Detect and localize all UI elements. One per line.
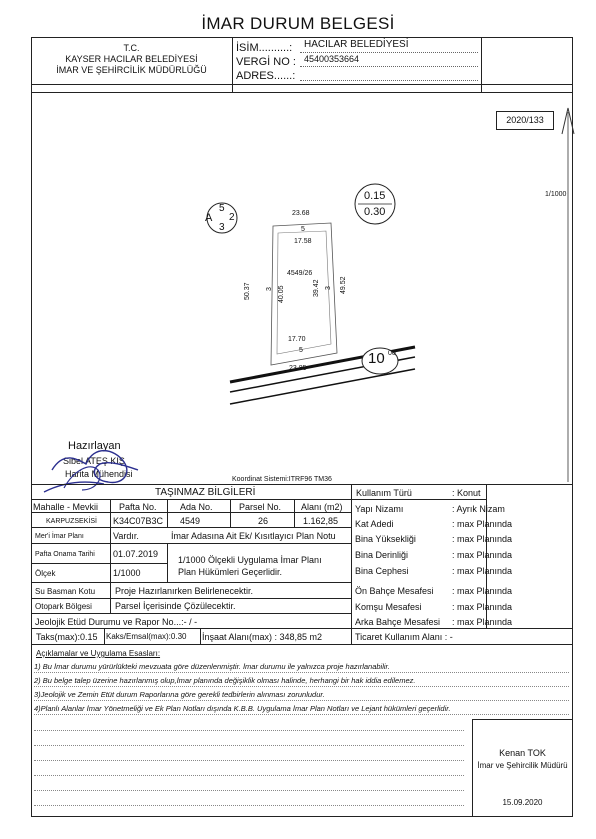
plan-note-line2: Plan Hükümleri Geçerlidir. bbox=[178, 567, 283, 577]
ticaret: Ticaret Kullanım Alanı : - bbox=[355, 632, 453, 642]
col-div-4 bbox=[294, 499, 295, 527]
olcek-label: Ölçek bbox=[35, 569, 56, 578]
empty-dotline bbox=[34, 730, 464, 731]
usage-row-label: Ön Bahçe Mesafesi bbox=[355, 586, 434, 596]
ratio-top: 0.15 bbox=[364, 190, 386, 202]
taks: Taks(max):0.15 bbox=[36, 632, 98, 642]
meri-value: Vardır. bbox=[113, 531, 139, 541]
tline-top bbox=[31, 484, 573, 485]
doc-number: 2020/133 bbox=[506, 115, 544, 125]
note-item: 3)Jeolojik ve Zemin Etüt durum Raporlarına göre gerekli tedbirlerin alınması zorunludur. bbox=[34, 690, 325, 699]
issuer-line2: KAYSER HACILAR BELEDİYESİ bbox=[65, 54, 198, 64]
tax-dotline bbox=[300, 66, 478, 67]
usage-row-value: : max Planında bbox=[452, 519, 513, 529]
insaat: İnşaat Alanı(max) : 348,85 m2 bbox=[202, 632, 323, 642]
col-header-ada: Ada No. bbox=[180, 502, 213, 512]
empty-dotline bbox=[34, 790, 464, 791]
col-header-parsel: Parsel No. bbox=[239, 502, 282, 512]
address-label: ADRES......: bbox=[236, 70, 296, 82]
usage-header-label: Kullanım Türü bbox=[356, 488, 412, 498]
ada-plan-note: İmar Adasına Ait Ek/ Kısıtlayıcı Plan Notu bbox=[171, 531, 336, 541]
ratio-bottom: 0.30 bbox=[364, 206, 386, 218]
note-item: 1) Bu İmar durumu yürürlükteki mevzuata göre düzenlenmiştir. İmar durumu ile yalnızca proje hazırlanabilir. bbox=[34, 662, 390, 671]
onama-label: Pafta Onama Tarihi bbox=[35, 551, 95, 558]
val-pafta: K34C07B3C bbox=[113, 516, 164, 526]
right-setback: 3 bbox=[325, 286, 332, 290]
preparer-role: Harita Mühendisi bbox=[65, 469, 133, 479]
note-dotline bbox=[34, 714, 569, 715]
tline-8 bbox=[31, 613, 351, 614]
val-mahalle: KARPUZSEKİSİ bbox=[46, 518, 97, 525]
kaks: Kaks/Emsal(max):0.30 bbox=[106, 632, 187, 641]
empty-dotline bbox=[34, 805, 464, 806]
top-inner-width: 17.58 bbox=[294, 238, 312, 245]
road-width-sup: 00 bbox=[388, 350, 396, 357]
issuer-line3: İMAR VE ŞEHİRCİLİK MÜDÜRLÜĞÜ bbox=[56, 65, 207, 75]
coordinate-system: Koordinat Sistemi:ITRF96 TM36 bbox=[232, 476, 332, 483]
parcel-id: 4549/26 bbox=[287, 270, 313, 277]
plan-note-line1: 1/1000 Ölçekli Uygulama İmar Planı bbox=[178, 555, 322, 565]
road-width: 10 bbox=[368, 350, 385, 367]
top-width: 23.68 bbox=[292, 210, 310, 217]
usage-row-value: : max Planında bbox=[452, 617, 513, 627]
usage-row-label: Bina Cephesi bbox=[355, 566, 409, 576]
usage-line-1 bbox=[351, 499, 486, 500]
note-dotline bbox=[34, 686, 569, 687]
meri-label: Mer'i İmar Planı bbox=[35, 533, 84, 540]
tline-4 bbox=[31, 527, 351, 528]
tax-label: VERGİ NO : bbox=[236, 56, 296, 68]
preparer-name: Sibel ATEŞ KIŞ bbox=[63, 456, 125, 466]
usage-row-label: Bina Yüksekliği bbox=[355, 534, 416, 544]
usage-divider bbox=[351, 484, 352, 644]
usage-row-label: Bina Derinliği bbox=[355, 550, 409, 560]
north-arrow-icon bbox=[560, 104, 576, 484]
note-dotline bbox=[34, 700, 569, 701]
note-item: 4)Planlı Alanlar İmar Yönetmeliği ve Ek Plan Notları dışında K.B.B. Uygulama İmar Plan Notları ve Lejant hükümleri geçerlidir. bbox=[34, 704, 451, 713]
empty-dotline bbox=[34, 745, 464, 746]
tline-3 bbox=[31, 512, 351, 513]
olcek-value: 1/1000 bbox=[113, 568, 141, 578]
kaks-div bbox=[200, 628, 201, 644]
address-dotline bbox=[300, 80, 478, 81]
bottom-width: 23.85 bbox=[289, 365, 307, 372]
jeoloji: Jeolojik Etüd Durumu ve Rapor No...:- / - bbox=[35, 617, 198, 627]
bottom-setback: 5 bbox=[299, 347, 303, 354]
left-setback: 3 bbox=[266, 287, 273, 291]
tline-9 bbox=[31, 628, 573, 629]
zone-right: 2 bbox=[229, 212, 235, 223]
val-ada: 4549 bbox=[180, 516, 201, 526]
otopark-label: Otopark Bölgesi bbox=[35, 602, 92, 611]
col-div-3 bbox=[230, 499, 231, 527]
tline-10 bbox=[31, 644, 573, 645]
top-inner-setback: 5 bbox=[301, 226, 305, 233]
notes-title: Açıklamalar ve Uygulama Esasları: bbox=[36, 649, 161, 658]
usage-row-value: : max Planında bbox=[452, 566, 513, 576]
tline-5 bbox=[31, 543, 351, 544]
usage-row-value: : max Planında bbox=[452, 534, 513, 544]
right-inner: 39.42 bbox=[313, 279, 320, 297]
left-inner: 40.05 bbox=[278, 285, 285, 303]
name-label: İSİM..........: bbox=[236, 42, 293, 54]
col-div-7 bbox=[167, 543, 168, 583]
note-dotline bbox=[34, 672, 569, 673]
zone-letter: A bbox=[205, 212, 213, 224]
col-div-1 bbox=[110, 499, 111, 543]
name-value: HACILAR BELEDİYESİ bbox=[304, 39, 409, 50]
onama-line bbox=[31, 563, 167, 564]
left-outer: 50.37 bbox=[244, 282, 251, 300]
scale-label: 1/1000 bbox=[545, 191, 567, 198]
tline-6 bbox=[31, 582, 351, 583]
tax-value: 45400353664 bbox=[304, 54, 360, 64]
taks-div bbox=[104, 628, 105, 644]
tline-7 bbox=[31, 598, 351, 599]
usage-row-label: Kat Adedi bbox=[355, 519, 394, 529]
approval-date: 15.09.2020 bbox=[502, 798, 543, 807]
usage-row-value: : max Planında bbox=[452, 550, 513, 560]
usage-row-value: : Ayrık Nizam bbox=[452, 504, 505, 514]
col-header-pafta: Pafta No. bbox=[119, 502, 157, 512]
property-header: TAŞINMAZ BİLGİLERİ bbox=[155, 487, 256, 498]
right-outer: 49.52 bbox=[340, 276, 347, 294]
col-header-mahalle: Mahalle - Mevkii bbox=[33, 502, 99, 512]
usage-row-label: Komşu Mesafesi bbox=[355, 602, 422, 612]
col-div-2 bbox=[167, 499, 168, 527]
usage-row-label: Arka Bahçe Mesafesi bbox=[355, 617, 441, 627]
zone-top: 5 bbox=[219, 203, 225, 214]
usage-row-value: : max Planında bbox=[452, 602, 513, 612]
issuer-line1: T.C. bbox=[123, 43, 140, 53]
usage-header-value: : Konut bbox=[452, 488, 481, 498]
onama-value: 01.07.2019 bbox=[113, 549, 159, 559]
empty-dotline bbox=[34, 760, 464, 761]
val-parsel: 26 bbox=[258, 516, 269, 526]
col-div-5 bbox=[110, 583, 111, 613]
col-header-alan: Alanı (m2) bbox=[301, 502, 343, 512]
val-alan: 1.162,85 bbox=[303, 516, 339, 526]
tline-2 bbox=[31, 499, 351, 500]
otopark-value: Parsel İçerisinde Çözülecektir. bbox=[115, 601, 236, 611]
bottom-inner-width: 17.70 bbox=[288, 336, 306, 343]
approver-title: İmar ve Şehircilik Müdürü bbox=[477, 761, 568, 770]
document-title: İMAR DURUM BELGESİ bbox=[201, 14, 395, 33]
su-value: Proje Hazırlanırken Belirlenecektir. bbox=[115, 586, 254, 596]
zone-bottom: 3 bbox=[219, 222, 225, 233]
name-dotline bbox=[300, 52, 478, 53]
empty-dotline bbox=[34, 775, 464, 776]
header-lower-line bbox=[31, 84, 573, 85]
preparer-title: Hazırlayan bbox=[68, 440, 121, 452]
note-item: 2) Bu belge talep üzerine hazırlanmış olup,İmar planında değişiklik olması halinde, herhangi bir hak iddia edilemez. bbox=[34, 676, 416, 685]
usage-row-value: : max Planında bbox=[452, 586, 513, 596]
su-label: Su Basman Kotu bbox=[35, 587, 96, 596]
approver-name: Kenan TOK bbox=[499, 748, 546, 758]
usage-row-label: Yapı Nizamı bbox=[355, 504, 404, 514]
